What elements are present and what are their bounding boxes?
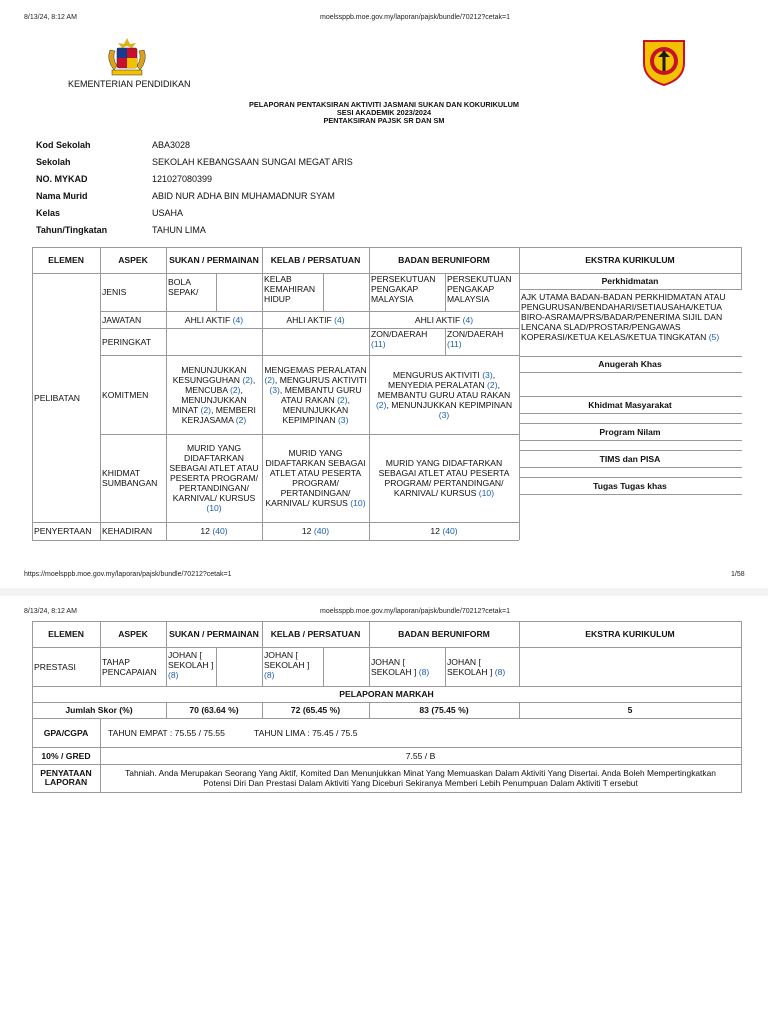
jumlah-badan: 83 (75.45 %) — [419, 705, 469, 715]
gred-value: 7.55 / B — [405, 750, 436, 761]
prestasi-badan-2: JOHAN [ SEKOLAH ] (8) — [447, 656, 506, 677]
header-ekstra: EKSTRA KURIKULUM — [585, 255, 675, 265]
info-label: Sekolah — [36, 157, 71, 167]
info-label: Nama Murid — [36, 191, 88, 201]
aspek-kehadiran: KEHADIRAN — [102, 526, 153, 536]
school-crest-logo — [640, 37, 688, 87]
header-elemen: ELEMEN — [48, 255, 84, 265]
gpa-tahun-empat: TAHUN EMPAT : 75.55 / 75.55 — [108, 727, 225, 738]
info-label: Kod Sekolah — [36, 140, 91, 150]
elemen-pelibatan: PELIBATAN — [34, 392, 81, 403]
info-value: 121027080399 — [152, 174, 213, 184]
jumlah-skor-label: Jumlah Skor (%) — [65, 705, 133, 715]
info-value: USAHA — [152, 208, 184, 218]
penyataan-text: Tahniah. Anda Merupakan Seorang Yang Aktif, Komited Dan Menunjukkan Minat Yang Memuaskan Dalam Aktiviti Yang Disertai. Anda Boleh Mempertingkatkan Potensi Diri Dan Prestasi Dalam Aktiviti Yang Diceburi Sekiranya Memberi Lebih Penumpuan Dalam Aktiviti T ersebut — [125, 768, 716, 788]
aspek-tahap-pencapaian: TAHAP PENCAPAIAN — [102, 656, 157, 677]
pelaporan-markah-title: PELAPORAN MARKAH — [339, 689, 434, 699]
header-ekstra: EKSTRA KURIKULUM — [585, 629, 675, 639]
jawatan-kelab: AHLI AKTIF (4) — [286, 314, 345, 325]
ekstra-perkhidmatan-text: AJK UTAMA BADAN-BADAN PERKHIDMATAN ATAU PENGURUSAN/BENDAHARI/SETIAUSAHA/KETUA BIRO-ASRAMA/PRS/BADAR/PENERIMA SIJIL DAN LENCANA SLAD/PROSTAR/PENGAWAS KOPERASI/KETUA KELAS/KETUA TINGKATAN (5) — [521, 292, 726, 342]
header-badan: BADAN BERUNIFORM — [398, 255, 490, 265]
khidmat-sukan: MURID YANG DIDAFTARKAN SEBAGAI ATLET ATAU PESERTA PROGRAM/ PERTANDINGAN/ KARNIVAL/ KURSUS (10) — [169, 443, 259, 513]
info-label: NO. MYKAD — [36, 174, 88, 184]
info-value: ABA3028 — [152, 140, 191, 150]
header-aspek: ASPEK — [118, 255, 148, 265]
prestasi-badan-1: JOHAN [ SEKOLAH ] (8) — [371, 656, 430, 677]
jumlah-sukan: 70 (63.64 %) — [189, 705, 239, 715]
header-badan: BADAN BERUNIFORM — [398, 629, 490, 639]
prestasi-sukan: JOHAN [ SEKOLAH ] (8) — [168, 650, 214, 680]
ekstra-perkhidmatan-title: Perkhidmatan — [601, 276, 659, 286]
print-footer-url: https://moelsppb.moe.gov.my/laporan/pajsk/bundle/70212?cetak=1 — [24, 571, 232, 578]
print-page-number: 1/58 — [731, 571, 745, 578]
jumlah-kelab: 72 (65.45 %) — [290, 705, 341, 715]
malaysia-crest-logo — [102, 36, 152, 80]
info-value: TAHUN LIMA — [152, 225, 206, 235]
penyataan-label: PENYATAAN LAPORAN — [40, 768, 92, 787]
aspek-jenis: JENIS — [102, 287, 127, 297]
ekstra-anugerah-khas: Anugerah Khas — [598, 359, 662, 369]
ekstra-program-nilam: Program Nilam — [599, 427, 661, 437]
kehadiran-kelab: 12 (40) — [301, 526, 330, 536]
jawatan-sukan: AHLI AKTIF (4) — [184, 314, 244, 325]
peringkat-badan-2: ZON/DAERAH (11) — [447, 329, 504, 349]
score: (4) — [334, 314, 345, 325]
ekstra-khidmat-masyarakat: Khidmat Masyarakat — [588, 400, 672, 410]
print-url: moelssppb.moe.gov.my/laporan/pajsk/bundle/70212?cetak=1 — [320, 14, 510, 21]
gpa-label: GPA/CGPA — [43, 727, 89, 738]
info-label: Kelas — [36, 208, 61, 218]
header-kelab: KELAB / PERSATUAN — [270, 255, 361, 265]
gpa-tahun-lima: TAHUN LIMA : 75.45 / 75.5 — [254, 727, 358, 738]
komitmen-badan: MENGURUS AKTIVITI (3), MENYEDIA PERALATAN (2), MEMBANTU GURU ATAU RAKAN (2), MENUNJUKKAN KEPIMPINAN (3) — [375, 369, 513, 420]
prestasi-kelab: JOHAN [ SEKOLAH ] (8) — [264, 650, 310, 680]
info-value: SEKOLAH KEBANGSAAN SUNGAI MEGAT ARIS — [152, 157, 353, 167]
jawatan-badan: AHLI AKTIF (4) — [414, 314, 474, 325]
ekstra-tugas-khas: Tugas Tugas khas — [593, 481, 667, 491]
header-aspek: ASPEK — [118, 629, 148, 639]
aspek-komitmen: KOMITMEN — [102, 389, 149, 400]
score: (4) — [232, 314, 244, 325]
aspek-khidmat-sumbangan: KHIDMAT SUMBANGAN — [102, 468, 158, 488]
header-elemen: ELEMEN — [48, 629, 84, 639]
info-label: Tahun/Tingkatan — [36, 225, 108, 235]
header-sukan: SUKAN / PERMAINAN — [169, 255, 259, 265]
print-timestamp: 8/13/24, 8:12 AM — [24, 608, 77, 615]
kehadiran-sukan: 12 (40) — [200, 526, 228, 536]
print-timestamp: 8/13/24, 8:12 AM — [24, 14, 77, 21]
jenis-kelab: KELAB KEMAHIRAN HIDUP — [264, 274, 316, 304]
komitmen-sukan: MENUNJUKKAN KESUNGGUHAN (2), MENCUBA (2), MENUNJUKKAN MINAT (2), MEMBERI KERJASAMA (2) — [172, 364, 256, 425]
ministry-name: KEMENTERIAN PENDIDIKAN — [68, 79, 191, 89]
elemen-penyertaan: PENYERTAAN — [34, 526, 92, 536]
score: (11) — [447, 339, 462, 349]
jumlah-ekstra: 5 — [627, 705, 633, 715]
jenis-badan-2: PERSEKUTUAN PENGAKAP MALAYSIA — [447, 274, 512, 304]
peringkat-badan-1: ZON/DAERAH (11) — [371, 329, 428, 349]
khidmat-kelab: MURID YANG DIDAFTARKAN SEBAGAI ATLET ATAU PESERTA PROGRAM/ PERTANDINGAN/ KARNIVAL/ KURSUS (10) — [265, 448, 366, 508]
ekstra-tims-pisa: TIMS dan PISA — [599, 454, 661, 464]
komitmen-kelab: MENGEMAS PERALATAN (2), MENGURUS AKTIVITI (3), MEMBANTU GURU ATAU RAKAN (2), MENUNJUKKAN KEPIMPINAN (3) — [264, 364, 367, 425]
header-sukan: SUKAN / PERMAINAN — [169, 629, 259, 639]
kehadiran-badan: 12 (40) — [430, 526, 458, 536]
score: (4) — [462, 314, 474, 325]
aspek-peringkat: PERINGKAT — [102, 336, 152, 347]
page-break — [0, 588, 768, 596]
khidmat-badan: MURID YANG DIDAFTARKAN SEBAGAI ATLET ATAU PESERTA PROGRAM/ PERTANDINGAN/ KARNIVAL/ KURSUS (10) — [378, 458, 510, 498]
elemen-prestasi: PRESTASI — [34, 661, 76, 672]
score: (11) — [371, 339, 386, 349]
gred-label: 10% / GRED — [41, 750, 91, 761]
assessment-type: PENTAKSIRAN PAJSK SR DAN SM — [323, 116, 445, 125]
report-title: PELAPORAN PENTAKSIRAN AKTIVITI JASMANI SUKAN DAN KOKURIKULUM — [249, 100, 519, 109]
info-value: ABID NUR ADHA BIN MUHAMADNUR SYAM — [152, 191, 335, 201]
aspek-jawatan: JAWATAN — [102, 314, 142, 325]
print-url: moelssppb.moe.gov.my/laporan/pajsk/bundle/70212?cetak=1 — [320, 608, 510, 615]
jenis-badan-1: PERSEKUTUAN PENGAKAP MALAYSIA — [371, 274, 436, 304]
jenis-sukan: BOLA SEPAK/ — [168, 277, 199, 297]
header-kelab: KELAB / PERSATUAN — [270, 629, 361, 639]
academic-session: SESI AKADEMIK 2023/2024 — [336, 108, 432, 117]
